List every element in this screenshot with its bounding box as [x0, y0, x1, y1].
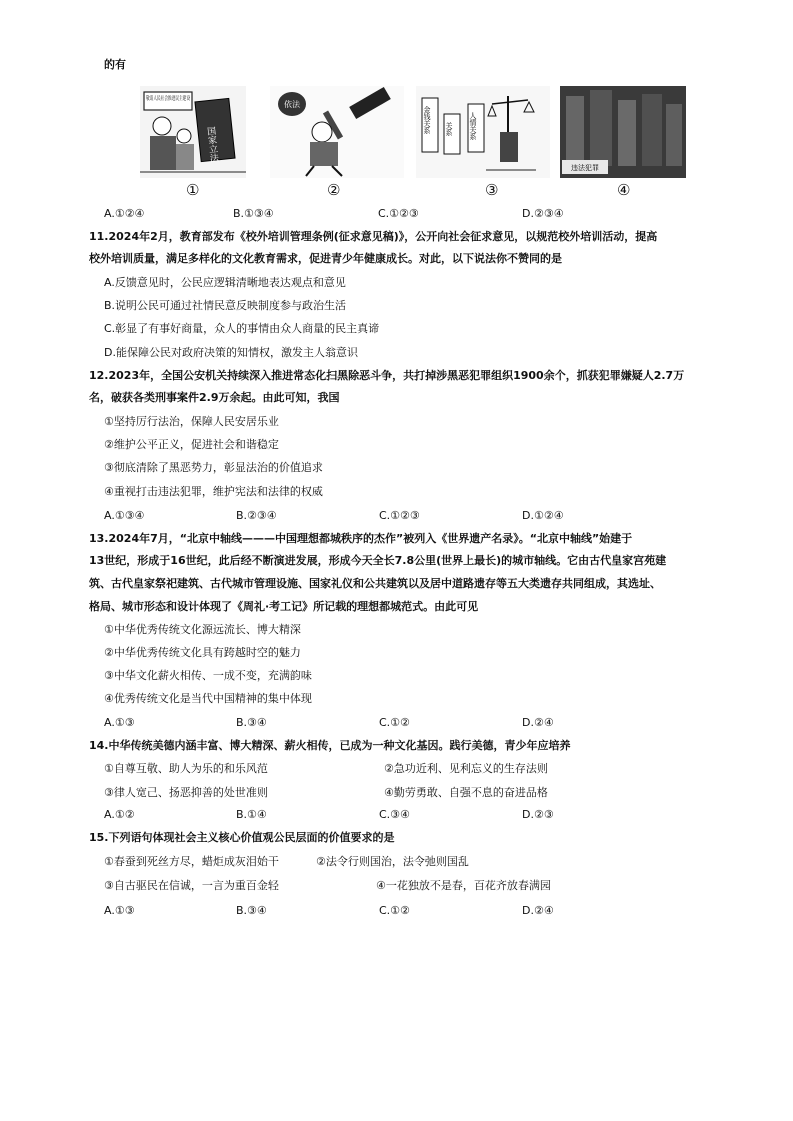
q13-stem-line-1: 13.2024年7月，“北京中轴线———中国理想都城秩序的杰作”被列入《世界遗产名录》。“北京中轴线”始建于: [89, 532, 633, 545]
q12-item-3: ③彻底清除了黑恶势力，彰显法治的价值追求: [104, 461, 323, 474]
q15-item-3: ③自古驱民在信诚，一言为重百金轻: [104, 879, 279, 892]
q12-stem-line-2: 名，破获各类刑事案件2.9万余起。由此可知，我国: [89, 391, 340, 404]
cartoon-3-left-text: 金钱关系: [423, 106, 431, 134]
cartoon-3: [416, 86, 550, 178]
question-fragment: 的有: [104, 58, 126, 71]
q12-item-2: ②维护公平正义，促进社会和谐稳定: [104, 438, 279, 451]
q12-option-c[interactable]: C.①②③: [379, 509, 420, 522]
q13-stem-line-2: 13世纪，形成于16世纪，此后经不断演进发展，形成今天全长7.8公里(世界上最长)的城市轴线。它由古代皇家宫苑建: [89, 554, 667, 567]
cartoon-3-label: ③: [485, 181, 499, 199]
q14-option-b[interactable]: B.①④: [236, 808, 267, 821]
q15-item-1: ①春蚕到死丝方尽，蜡炬成灰泪始干: [104, 855, 279, 868]
cartoon-1-book-text: 国家立法: [204, 126, 219, 163]
q14-item-1: ①自尊互敬、助人为乐的和乐风范: [104, 762, 268, 775]
cartoon-1-board-text: 敬请人民社会推进民主建设: [146, 96, 213, 102]
q14-option-c[interactable]: C.③④: [379, 808, 410, 821]
q13-item-2: ②中华优秀传统文化具有跨越时空的魅力: [104, 646, 301, 659]
q13-option-d[interactable]: D.②④: [522, 716, 554, 729]
cartoon-4-caption: 违法犯罪: [571, 164, 599, 172]
q13-stem-line-3: 筑、古代皇家祭祀建筑、古代城市管理设施、国家礼仪和公共建筑以及居中道路遗存等五大类遗存共同组成，其选址、: [89, 577, 661, 590]
q10-option-b[interactable]: B.①③④: [233, 207, 274, 220]
q13-option-a[interactable]: A.①③: [104, 716, 135, 729]
q14-item-2: ②急功近利、见利忘义的生存法则: [384, 762, 548, 775]
q13-item-3: ③中华文化薪火相传、一成不变，充满韵味: [104, 669, 312, 682]
q10-option-a[interactable]: A.①②④: [104, 207, 145, 220]
q11-option-a[interactable]: A.反馈意见时，公民应逻辑清晰地表达观点和意见: [104, 276, 346, 289]
q12-item-1: ①坚持厉行法治，保障人民安居乐业: [104, 415, 279, 428]
q12-option-a[interactable]: A.①③④: [104, 509, 145, 522]
q15-item-2: ②法令行则国治，法令弛则国乱: [316, 855, 469, 868]
cartoon-3-right-text: 人情关系: [469, 112, 477, 140]
q11-option-d[interactable]: D.能保障公民对政府决策的知情权，激发主人翁意识: [104, 346, 358, 359]
q15-option-a[interactable]: A.①③: [104, 904, 135, 917]
cartoon-2-label: ②: [327, 181, 341, 199]
q13-option-b[interactable]: B.③④: [236, 716, 267, 729]
cartoon-4: [560, 86, 686, 178]
q15-option-b[interactable]: B.③④: [236, 904, 267, 917]
cartoon-4-label: ④: [617, 181, 631, 199]
q15-option-c[interactable]: C.①②: [379, 904, 410, 917]
cartoon-2: [270, 86, 404, 178]
q11-stem-line-1: 11.2024年2月，教育部发布《校外培训管理条例(征求意见稿)》，公开向社会征求意见，以规范校外培训活动，提高: [89, 230, 658, 243]
q11-stem-line-2: 校外培训质量，满足多样化的文化教育需求，促进青少年健康成长。对此，以下说法你不赞同的是: [89, 252, 562, 265]
q13-item-1: ①中华优秀传统文化源远流长、博大精深: [104, 623, 301, 636]
q13-stem-line-4: 格局、城市形态和设计体现了《周礼·考工记》所记载的理想都城范式。由此可见: [89, 600, 479, 613]
q12-stem-line-1: 12.2023年，全国公安机关持续深入推进常态化扫黑除恶斗争，共打掉涉黑恶犯罪组织1900余个，抓获犯罪嫌疑人2.7万: [89, 369, 685, 382]
cartoon-1: [140, 86, 246, 178]
q12-option-b[interactable]: B.②③④: [236, 509, 277, 522]
cartoon-1-label: ①: [186, 181, 200, 199]
q14-stem: 14.中华传统美德内涵丰富、博大精深、薪火相传，已成为一种文化基因。践行美德，青少年应培养: [89, 739, 571, 752]
q10-option-c[interactable]: C.①②③: [378, 207, 419, 220]
q11-option-c[interactable]: C.彰显了有事好商量，众人的事情由众人商量的民主真谛: [104, 322, 380, 335]
q15-item-4: ④一花独放不是春，百花齐放春满园: [376, 879, 551, 892]
q11-option-b[interactable]: B.说明公民可通过社情民意反映制度参与政治生活: [104, 299, 347, 312]
q12-item-4: ④重视打击违法犯罪，维护宪法和法律的权威: [104, 485, 323, 498]
q13-option-c[interactable]: C.①②: [379, 716, 410, 729]
q12-option-d[interactable]: D.①②④: [522, 509, 564, 522]
cartoon-2-sign-text: 依法: [284, 100, 300, 109]
q15-stem: 15.下列语句体现社会主义核心价值观公民层面的价值要求的是: [89, 831, 395, 844]
q14-option-d[interactable]: D.②③: [522, 808, 554, 821]
cartoon-3-mid-text: 关系: [445, 122, 453, 136]
q13-item-4: ④优秀传统文化是当代中国精神的集中体现: [104, 692, 312, 705]
q14-item-4: ④勤劳勇敢、自强不息的奋进品格: [384, 786, 548, 799]
q14-item-3: ③律人宽己、扬恶抑善的处世准则: [104, 786, 268, 799]
q14-option-a[interactable]: A.①②: [104, 808, 135, 821]
q15-option-d[interactable]: D.②④: [522, 904, 554, 917]
q10-option-d[interactable]: D.②③④: [522, 207, 564, 220]
